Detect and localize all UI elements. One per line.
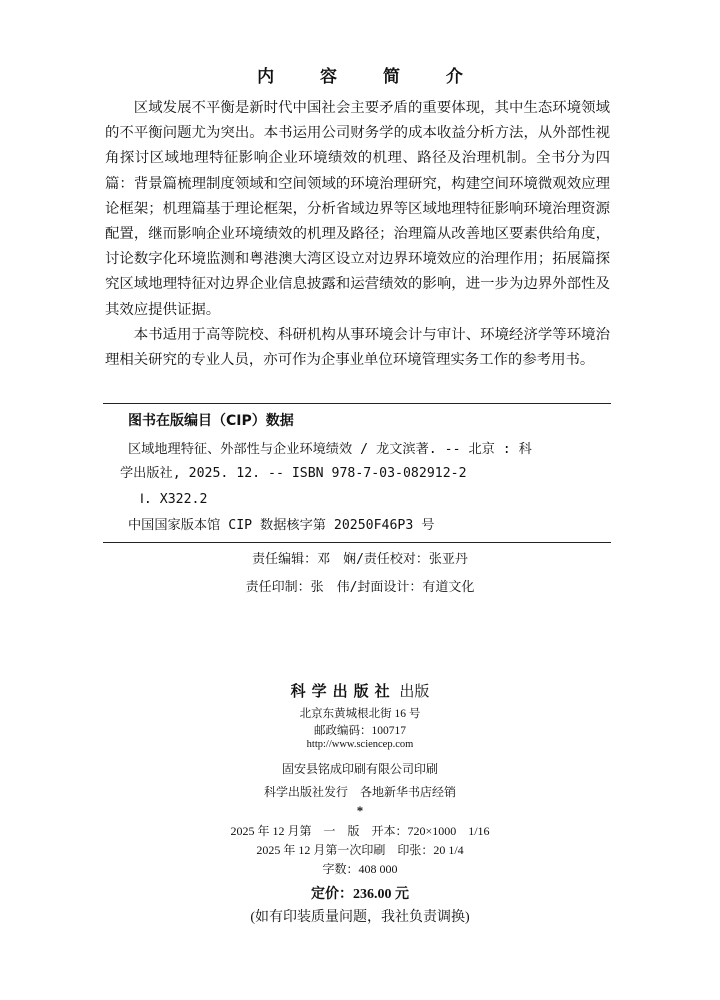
cip-line-record-number: 中国国家版本馆 CIP 数据核字第 20250F46P3 号 [128, 518, 435, 533]
cip-line-isbn: 学出版社, 2025. 12. -- ISBN 978-7-03-082912-2 [120, 466, 467, 481]
summary-paragraph-1: 区域发展不平衡是新时代中国社会主要矛盾的重要体现，其中生态环境领域的不平衡问题尤为突出。本书运用公司财务学的成本收益分析方法，从外部性视角探讨区域地理特征影响企业环境绩效的机理、路径及治理机制。全书分为四篇：背景篇梳理制度领域和空间领域的环境治理研究，构建空间环境微观效应理论框架；机理篇基于理论框架，分析省域边界等区域地理特征影响环境治理资源配置，继而影响企业环境绩效的机理及路径；治理篇从改善地区要素供给角度，讨论数字化环境监测和粤港澳大湾区设立对边界环境效应的治理作用；拓展篇探究区域地理特征对边界企业信息披露和运营绩效的影响，进一步为边界外部性及其效应提供证据。 [105, 100, 610, 318]
page-title: 内 容 简 介 [257, 67, 483, 87]
summary-section [105, 96, 610, 373]
editor-credit: 责任编辑：邓 娴/责任校对：张亚丹 [252, 552, 468, 567]
word-count: 字数：408 000 [322, 862, 398, 876]
divider-bottom [103, 542, 611, 543]
publisher-line [0, 680, 720, 701]
divider-top [103, 403, 611, 404]
edition-info: 2025 年 12 月第 一 版 开本：720×1000 1/16 [230, 824, 490, 838]
quality-note: (如有印装质量问题，我社负责调换) [250, 910, 470, 925]
printer-info: 固安县铭成印刷有限公司印刷 [281, 762, 438, 776]
print-design-credit: 责任印制：张 伟/封面设计：有道文化 [245, 580, 475, 595]
cip-line-classification: Ⅰ. X322.2 [140, 492, 208, 507]
cip-line-title: 区域地理特征、外部性与企业环境绩效 / 龙文滨著. -- 北京 : 科 [128, 442, 532, 457]
postal-code: 邮政编码：100717 [314, 725, 406, 737]
distribution-info: 科学出版社发行 各地新华书店经销 [263, 785, 456, 799]
publisher-suffix: 出版 [395, 684, 430, 700]
summary-paragraph-2: 本书适用于高等院校、科研机构从事环境会计与审计、环境经济学等环境治理相关研究的专业人员，亦可作为企事业单位环境管理实务工作的参考用书。 [105, 326, 610, 369]
publisher-address: 北京东黄城根北街 16 号 [299, 708, 421, 720]
price: 定价：236.00 元 [311, 887, 409, 902]
publisher-url: http://www.sciencep.com [306, 739, 414, 750]
publisher-name: 科学出版社 [290, 684, 396, 700]
cip-heading: 图书在版编目（CIP）数据 [128, 413, 294, 429]
separator-star: * [356, 803, 364, 818]
printing-info: 2025 年 12 月第一次印刷 印张：20 1/4 [256, 843, 464, 857]
